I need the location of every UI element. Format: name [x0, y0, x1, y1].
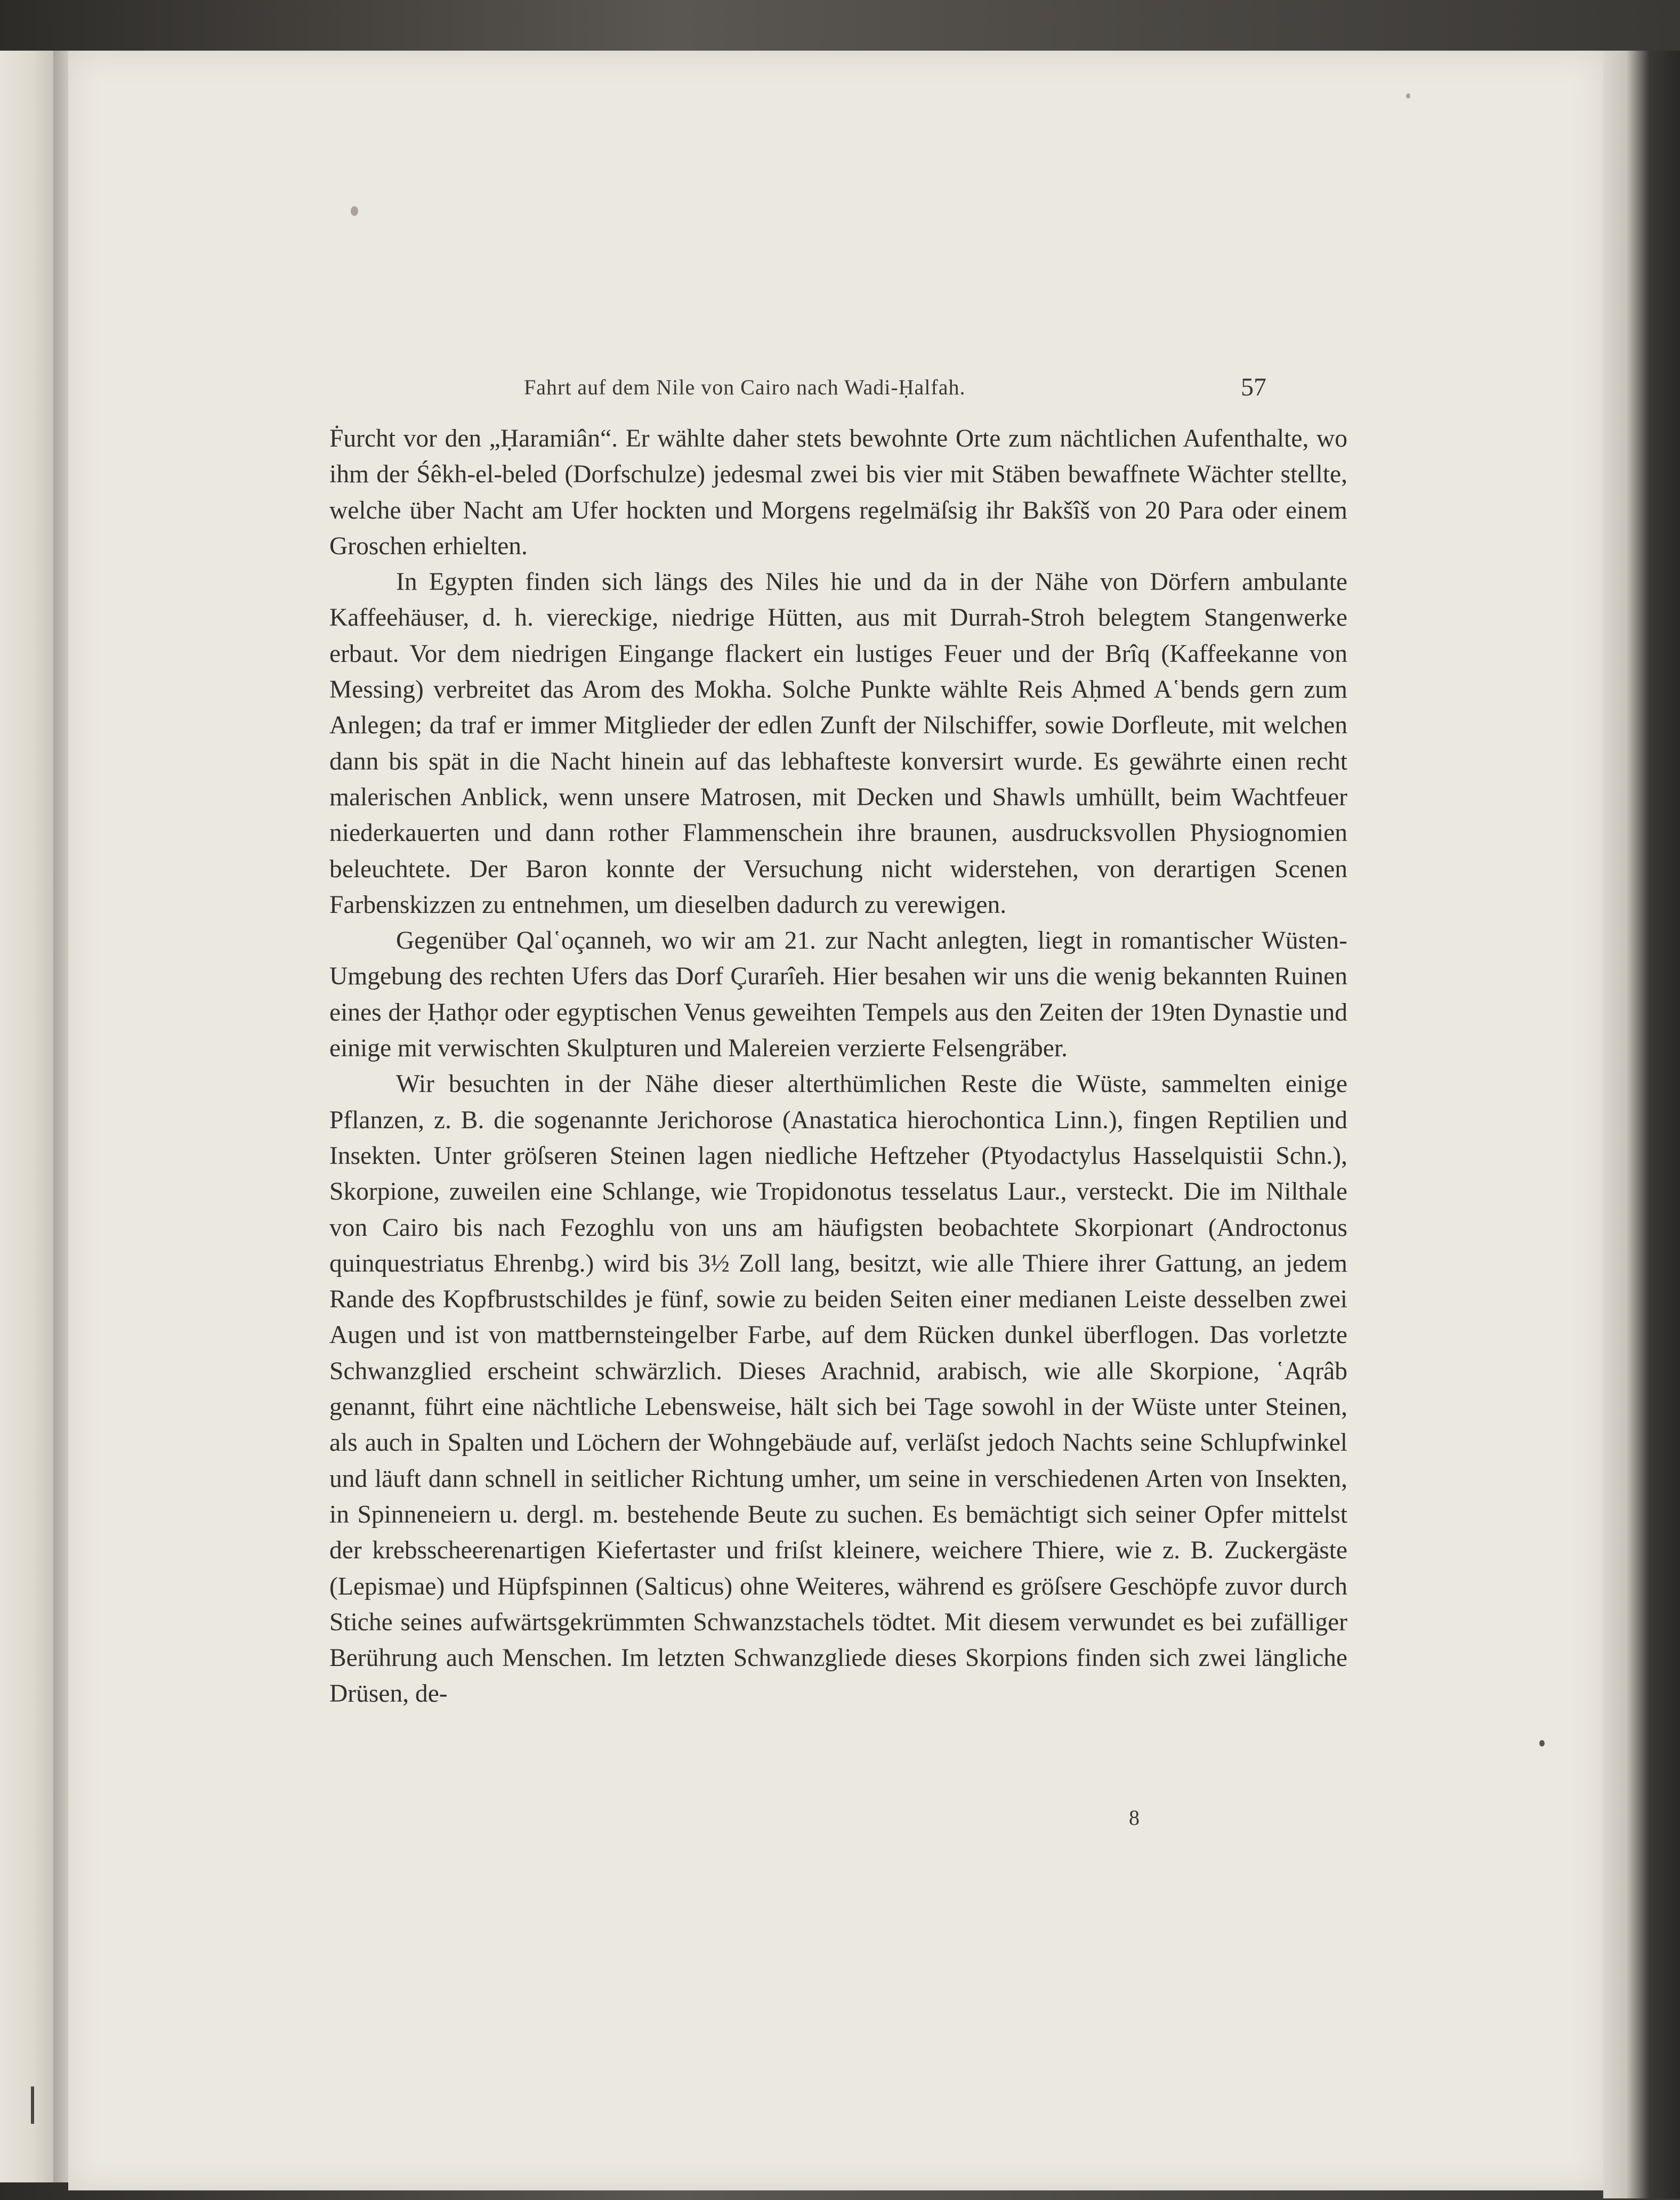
- book-page: [68, 51, 1603, 2190]
- running-head-title: Fahrt auf dem Nile von Cairo nach Wadi-Ḥalfah.: [524, 375, 966, 399]
- page-fore-edge: [1603, 51, 1680, 2198]
- book-gutter: [53, 51, 69, 2182]
- page-number: 57: [1241, 373, 1266, 401]
- paragraph: Wir besuchten in der Nähe dieser alterthümlichen Reste die Wüste, sammelten einige Pflanzen, z. B. die sogenannte Jerichorose (Anastatica hierochontica Linn.), fingen Reptilien und Insekten. Unter gröſseren Steinen lagen niedliche Heftzeher (Ptyodactylus Hasselquistii Schn.), Skorpione, zuweilen eine Schlange, wie Tropidonotus tesselatus Laur., versteckt. Die im Nilthale von Cairo bis nach Fezoghlu von uns am häufigsten beobachtete Skorpionart (Androctonus quinquestriatus Ehrenbg.) wird bis 3½ Zoll lang, besitzt, wie alle Thiere ihrer Gattung, an jedem Rande des Kopfbrustschildes je fünf, sowie zu beiden Seiten einer medianen Leiste desselben zwei Augen und ist von mattbernsteingelber Farbe, auf dem Rücken dunkel überflogen. Das vorletzte Schwanzglied erscheint schwärzlich. Dieses Arachnid, arabisch, wie alle Skorpione, ῾Aqrâb genannt, führt eine nächtliche Lebensweise, hält sich bei Tage sowohl in der Wüste unter Steinen, als auch in Spalten und Löchern der Wohngebäude auf, verläſst jedoch Nachts seine Schlupfwinkel und läuft dann schnell in seitlicher Richtung umher, um seine in verschiedenen Arten von Insekten, in Spinneneiern u. dergl. m. bestehende Beute zu suchen. Es bemächtigt sich seiner Opfer mittelst der krebsscheerenartigen Kiefertaster und friſst kleinere, weichere Thiere, wie z. B. Zuckergäste (Lepismae) und Hüpfspinnen (Salticus) ohne Weiteres, während es gröſsere Geschöpfe zuvor durch Stiche seines aufwärtsgekrümmten Schwanzstachels tödtet. Mit diesem verwundet es bei zufälliger Berührung auch Menschen. Im letzten Schwanzgliede dieses Skorpions finden sich zwei längliche Drüsen, de-: [329, 1070, 1347, 1708]
- paragraph: Gegenüber Qal῾oçanneh, wo wir am 21. zur Nacht anlegten, liegt in romantischer Wüsten-Umgebung des rechten Ufers das Dorf Çurarîeh. Hier besahen wir uns die wenig bekannten Ruinen eines der Ḥathọr oder egyptischen Venus geweihten Tempels aus den Zeiten der 19ten Dynastie und einige mit verwischten Skulpturen und Malereien verzierte Felsengräber.: [329, 927, 1347, 1063]
- signature-mark: 8: [1129, 1806, 1140, 1830]
- paragraph: In Egypten finden sich längs des Niles hie und da in der Nähe von Dörfern ambulante Kaffeehäuser, d. h. viereckige, niedrige Hütten, aus mit Durrah-Stroh belegtem Stangenwerke erbaut. Vor dem niedrigen Eingange flackert ein lustiges Feuer und der Brîq (Kaffeekanne von Messing) verbreitet das Arom des Mokha. Solche Punkte wählte Reis Aḥmed A῾bends gern zum Anlegen; da traf er immer Mitglieder der edlen Zunft der Nilschiffer, sowie Dorfleute, mit welchen dann bis spät in die Nacht hinein auf das lebhafteste konversirt wurde. Es gewährte einen recht malerischen Anblick, wenn unsere Matrosen, mit Decken und Shawls umhüllt, beim Wachtfeuer niederkauerten und dann rother Flammenschein ihre braunen, ausdrucksvollen Physiognomien beleuchtete. Der Baron konnte der Versuchung nicht widerstehen, von derartigen Scenen Farbenskizzen zu entnehmen, um dieselben dadurch zu verewigen.: [329, 568, 1347, 919]
- paper-spot: [1539, 1740, 1545, 1746]
- running-head: [68, 375, 1603, 412]
- paragraph: Ḟurcht vor den „Ḥaramiân“. Er wählte daher stets bewohnte Orte zum nächtlichen Aufenthalte, wo ihm der Śêkh-el-beled (Dorfschulze) jedesmal zwei bis vier mit Stäben bewaffnete Wächter stellte, welche über Nacht am Ufer hockten und Morgens regelmäſsig ihr Bakšîš von 20 Para oder einem Groschen erhielten.: [329, 425, 1347, 560]
- paper-spot: [1406, 93, 1410, 99]
- facing-page-edge: [0, 51, 53, 2182]
- margin-mark: [31, 2086, 34, 2124]
- paper-spot: [351, 206, 358, 216]
- body-text: [329, 421, 1347, 1712]
